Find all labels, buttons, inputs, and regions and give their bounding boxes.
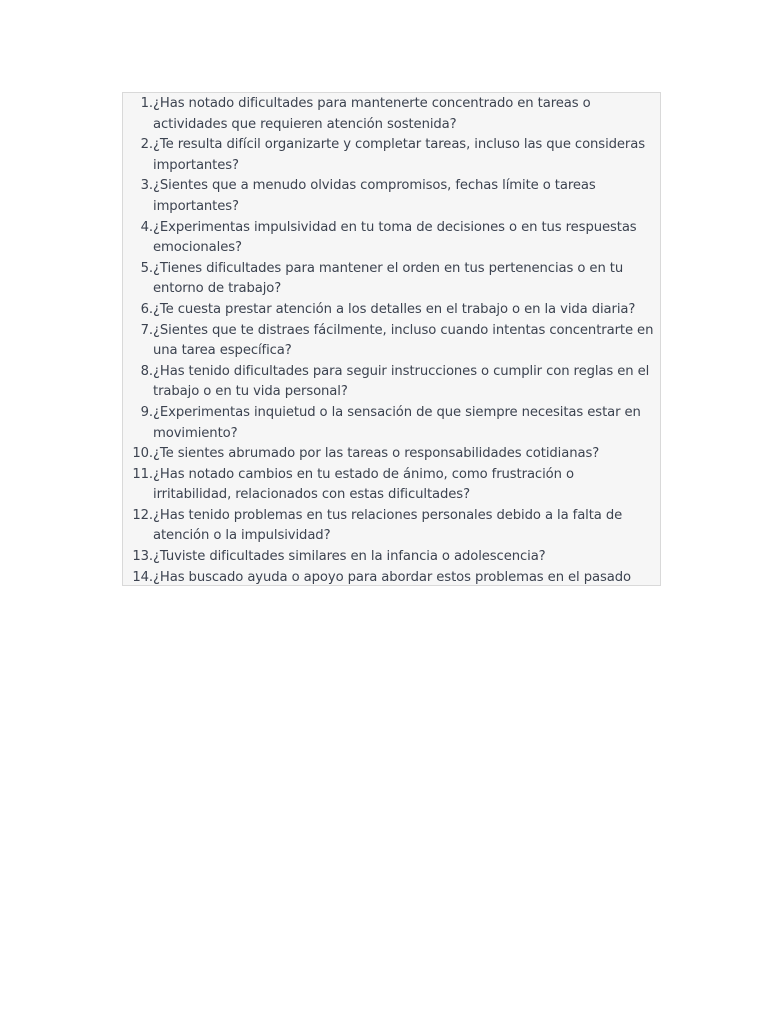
question-item	[123, 176, 660, 217]
question-number: 7.	[140, 322, 153, 338]
question-text: ¿Sientes que te distraes fácilmente, incluso cuando intentas concentrarte en una tarea específica?	[153, 322, 654, 359]
question-number: 6.	[140, 301, 153, 317]
question-item	[123, 300, 660, 321]
question-list	[123, 94, 660, 588]
question-number: 2.	[140, 137, 153, 153]
questionnaire-box	[122, 92, 661, 586]
question-number: 4.	[140, 219, 153, 235]
question-text: ¿Te cuesta prestar atención a los detalles en el trabajo o en la vida diaria?	[153, 301, 636, 317]
question-item	[123, 362, 660, 403]
question-item	[123, 321, 660, 362]
question-item	[123, 218, 660, 259]
question-number: 5.	[140, 260, 153, 276]
question-item	[123, 94, 660, 135]
question-text: ¿Te sientes abrumado por las tareas o responsabilidades cotidianas?	[153, 446, 600, 462]
question-item	[123, 547, 660, 568]
question-text: ¿Has buscado ayuda o apoyo para abordar estos problemas en el pasado	[153, 569, 631, 585]
question-item	[123, 135, 660, 176]
question-text: ¿Has tenido problemas en tus relaciones personales debido a la falta de atención o la impulsividad?	[153, 507, 623, 544]
question-number: 1.	[140, 96, 153, 111]
question-text: ¿Tuviste dificultades similares en la infancia o adolescencia?	[153, 549, 546, 565]
question-number: 9.	[140, 404, 153, 420]
question-item	[123, 259, 660, 300]
question-number: 3.	[140, 178, 153, 194]
question-text: ¿Has tenido dificultades para seguir instrucciones o cumplir con reglas en el trabajo o en tu vida personal?	[153, 363, 650, 400]
question-text: ¿Has notado cambios en tu estado de ánimo, como frustración o irritabilidad, relacionados con estas dificultades?	[153, 466, 574, 503]
question-text: ¿Sientes que a menudo olvidas compromisos, fechas límite o tareas importantes?	[153, 178, 596, 214]
question-text: ¿Te resulta difícil organizarte y completar tareas, incluso las que consideras importantes?	[153, 137, 645, 173]
question-text: ¿Experimentas impulsividad en tu toma de decisiones o en tus respuestas emocionales?	[153, 219, 637, 256]
question-item	[123, 568, 660, 589]
question-number: 10.	[132, 446, 153, 462]
question-number: 14.	[132, 569, 153, 585]
question-text: ¿Has notado dificultades para mantenerte concentrado en tareas o actividades que requieren atención sostenida?	[153, 96, 591, 132]
question-item	[123, 506, 660, 547]
question-item	[123, 403, 660, 444]
question-number: 12.	[132, 507, 153, 523]
question-item	[123, 444, 660, 465]
question-number: 13.	[132, 549, 153, 565]
question-number: 8.	[140, 363, 153, 379]
question-text: ¿Tienes dificultades para mantener el orden en tus pertenencias o en tu entorno de trabajo?	[153, 260, 624, 297]
question-item	[123, 465, 660, 506]
question-number: 11.	[132, 466, 153, 482]
question-text: ¿Experimentas inquietud o la sensación de que siempre necesitas estar en movimiento?	[153, 404, 641, 441]
